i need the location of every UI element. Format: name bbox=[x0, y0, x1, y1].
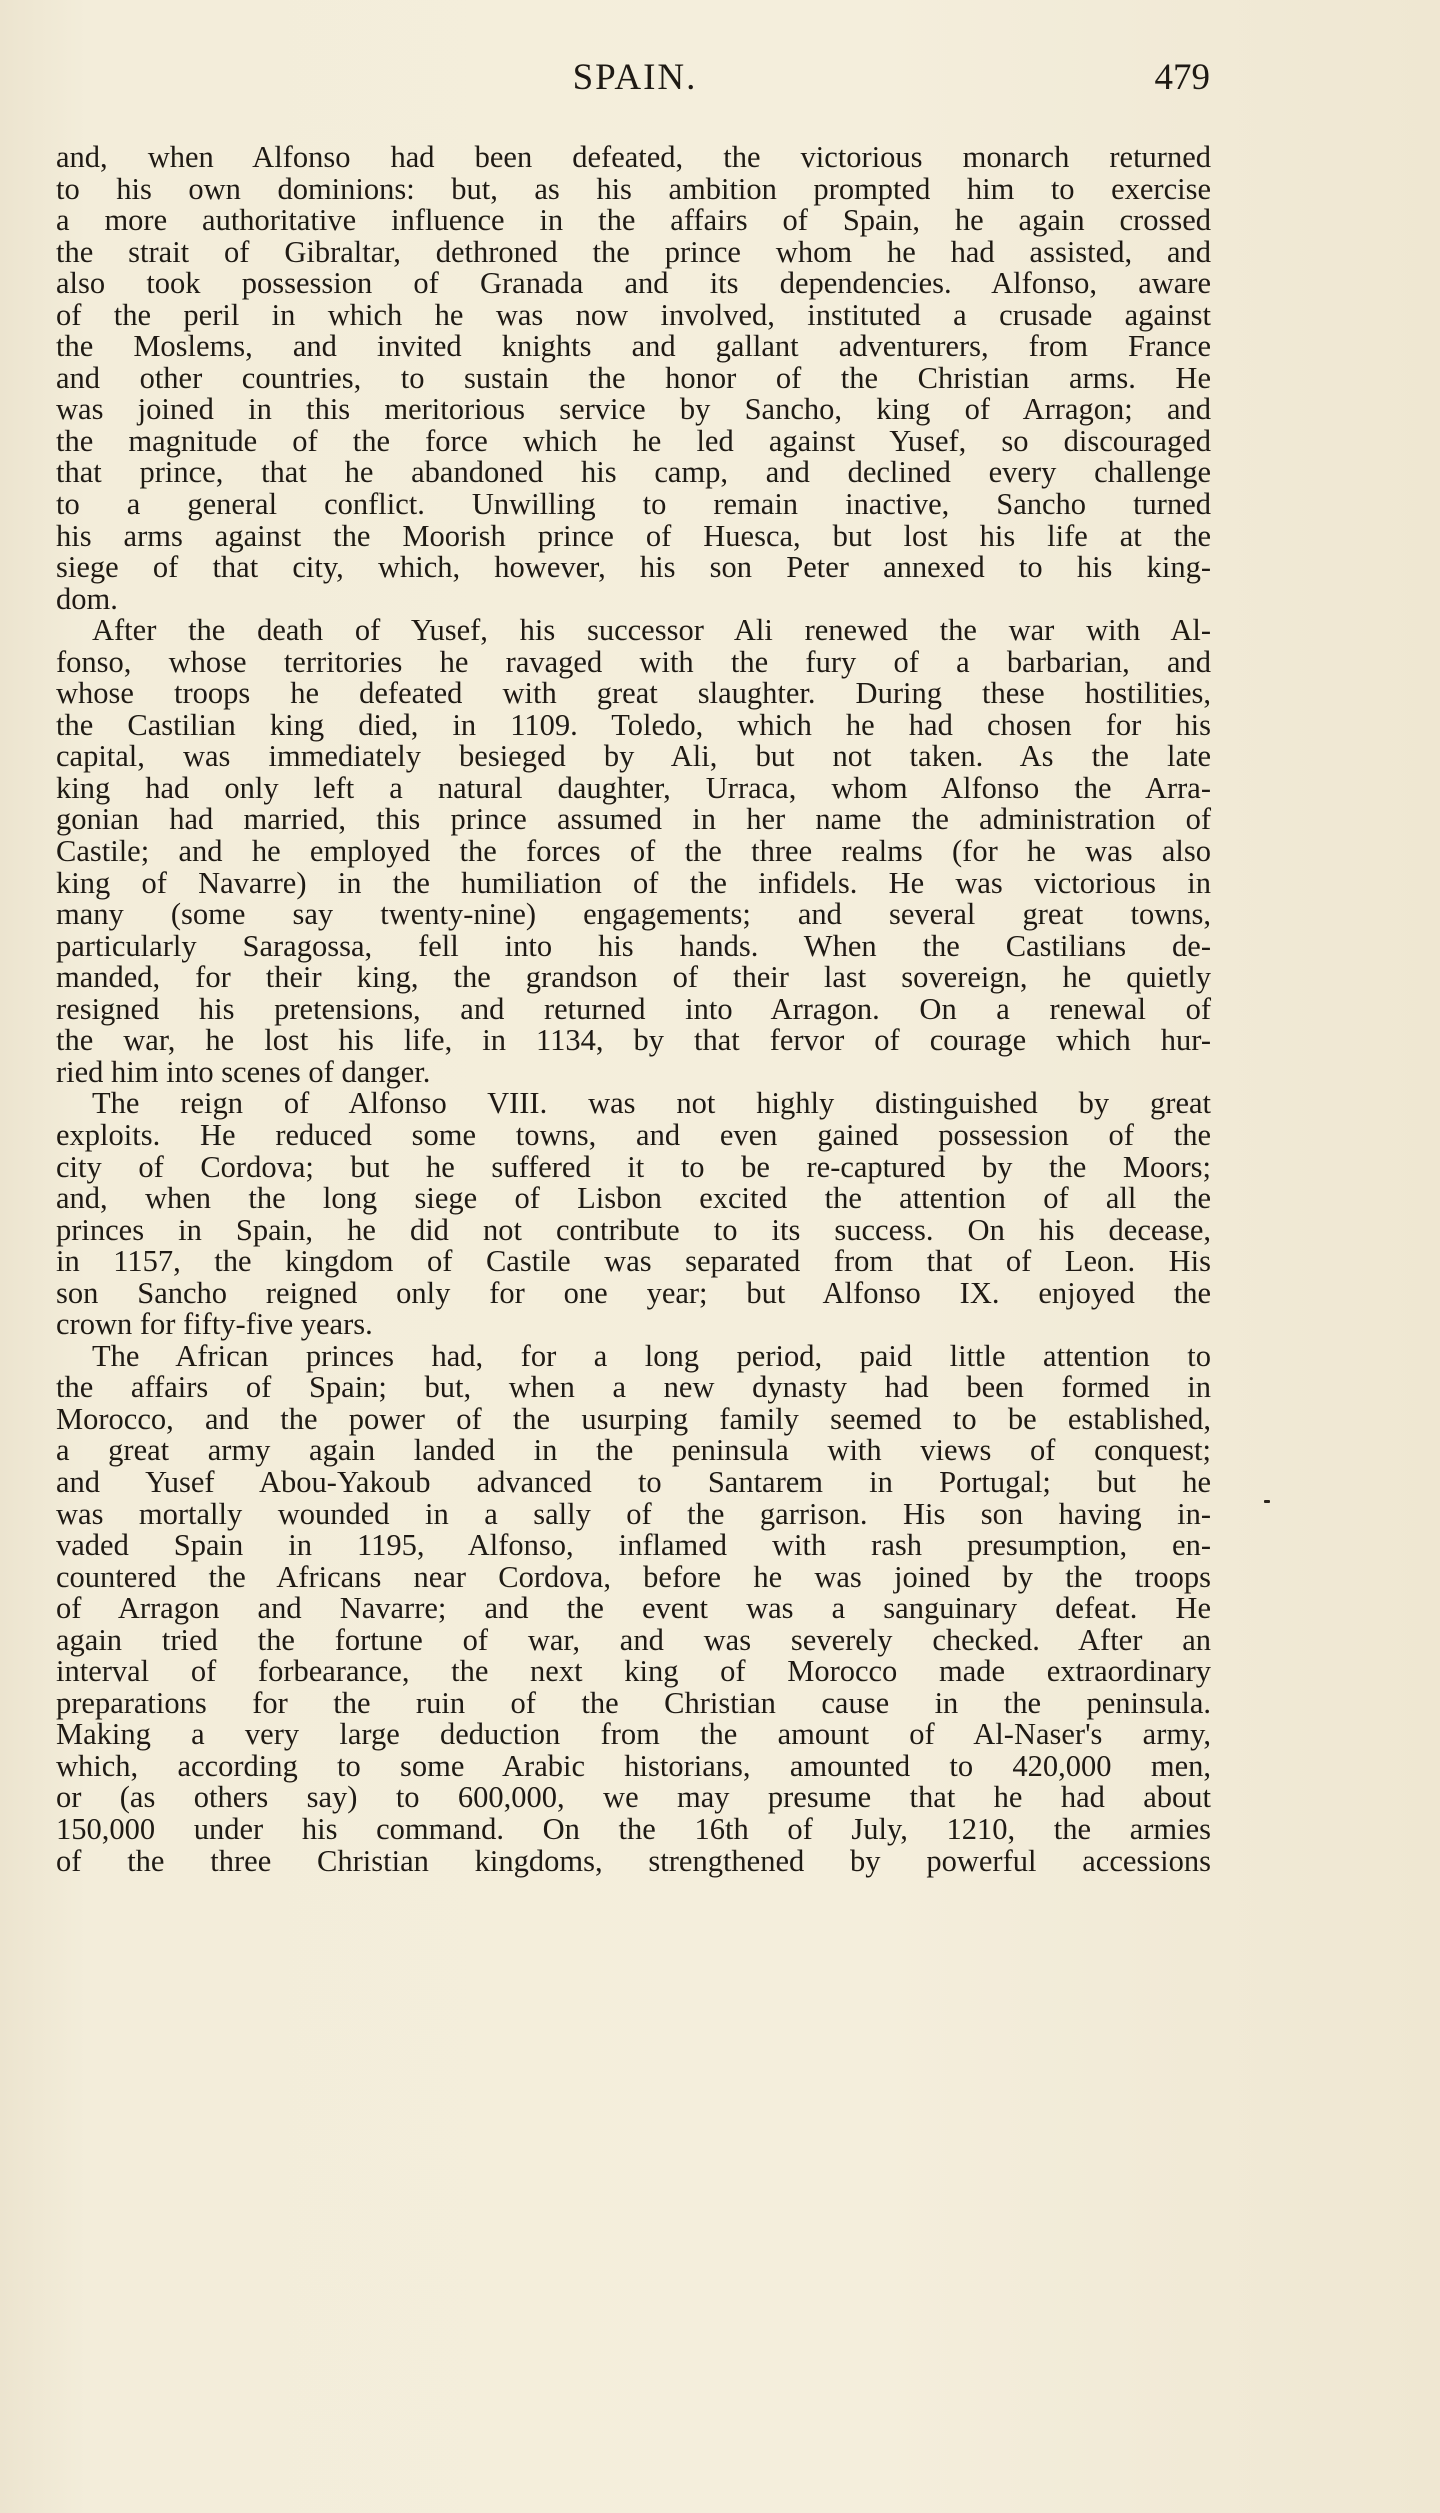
text-line: whose troops he defeated with great slaughter. During these hostilities, bbox=[56, 676, 1211, 711]
text-line: particularly Saragossa, fell into his hands. When the Castilians de- bbox=[56, 928, 1211, 963]
text-line: and Yusef Abou-Yakoub advanced to Santarem in Portugal; but he bbox=[56, 1464, 1211, 1499]
text-line: that prince, that he abandoned his camp, and declined every challenge bbox=[56, 455, 1211, 490]
text-line: preparations for the ruin of the Christian cause in the peninsula. bbox=[56, 1685, 1211, 1720]
text-line: son Sancho reigned only for one year; but Alfonso IX. enjoyed the bbox=[56, 1275, 1211, 1310]
running-title: SPAIN. bbox=[572, 57, 698, 98]
text-line: countered the Africans near Cordova, before he was joined by the troops bbox=[56, 1559, 1211, 1594]
text-line: his arms against the Moorish prince of Huesca, but lost his life at the bbox=[56, 518, 1211, 553]
text-line: interval of forbearance, the next king of Morocco made extraordinary bbox=[56, 1654, 1211, 1689]
text-line: again tried the fortune of war, and was severely checked. After an bbox=[56, 1622, 1211, 1657]
text-line: also took possession of Granada and its dependencies. Alfonso, aware bbox=[56, 266, 1211, 301]
print-speck bbox=[1264, 1500, 1270, 1503]
paragraph-start-line: After the death of Yusef, his successor Ali renewed the war with Al- bbox=[92, 613, 1211, 648]
text-line: or (as others say) to 600,000, we may presume that he had about bbox=[56, 1780, 1211, 1815]
text-line: to his own dominions: but, as his ambition prompted him to exercise bbox=[56, 171, 1211, 206]
text-line: the affairs of Spain; but, when a new dynasty had been formed in bbox=[56, 1370, 1211, 1405]
text-line: a more authoritative influence in the affairs of Spain, he again crossed bbox=[56, 203, 1211, 238]
text-line: to a general conflict. Unwilling to remain inactive, Sancho turned bbox=[56, 487, 1211, 522]
text-line: resigned his pretensions, and returned into Arragon. On a renewal of bbox=[56, 991, 1211, 1026]
text-line: the war, he lost his life, in 1134, by that fervor of courage which hur- bbox=[56, 1023, 1211, 1058]
text-line: 150,000 under his command. On the 16th of July, 1210, the armies bbox=[56, 1811, 1211, 1846]
paragraph-end-line: crown for fifty-five years. bbox=[56, 1307, 373, 1342]
paragraph-end-line: dom. bbox=[56, 581, 118, 616]
paragraph-start-line: The reign of Alfonso VIII. was not highly distinguished by great bbox=[92, 1086, 1211, 1121]
text-line: many (some say twenty-nine) engagements; and several great towns, bbox=[56, 897, 1211, 932]
running-head bbox=[60, 52, 1210, 112]
text-line: the Moslems, and invited knights and gallant adventurers, from France bbox=[56, 329, 1211, 364]
text-line: which, according to some Arabic historians, amounted to 420,000 men, bbox=[56, 1748, 1211, 1783]
text-line: Making a very large deduction from the amount of Al-Naser's army, bbox=[56, 1717, 1211, 1752]
text-line: and other countries, to sustain the honor of the Christian arms. He bbox=[56, 360, 1211, 395]
text-line: Castile; and he employed the forces of the three realms (for he was also bbox=[56, 834, 1211, 869]
text-line: in 1157, the kingdom of Castile was separated from that of Leon. His bbox=[56, 1244, 1211, 1279]
text-line: of the peril in which he was now involved, instituted a crusade against bbox=[56, 297, 1211, 332]
text-line: and, when the long siege of Lisbon excited the attention of all the bbox=[56, 1181, 1211, 1216]
text-line: was mortally wounded in a sally of the garrison. His son having in- bbox=[56, 1496, 1211, 1531]
text-line: the magnitude of the force which he led against Yusef, so discouraged bbox=[56, 423, 1211, 458]
text-line: of the three Christian kingdoms, strengthened by powerful accessions bbox=[56, 1843, 1211, 1878]
text-line: king had only left a natural daughter, Urraca, whom Alfonso the Arra- bbox=[56, 770, 1211, 805]
text-line: and, when Alfonso had been defeated, the victorious monarch returned bbox=[56, 140, 1211, 174]
text-line: gonian had married, this prince assumed in her name the administration of bbox=[56, 802, 1211, 837]
text-line: siege of that city, which, however, his son Peter annexed to his king- bbox=[56, 550, 1211, 585]
text-line: the strait of Gibraltar, dethroned the prince whom he had assisted, and bbox=[56, 234, 1211, 269]
text-line: princes in Spain, he did not contribute to its success. On his decease, bbox=[56, 1212, 1211, 1247]
text-line: manded, for their king, the grandson of their last sovereign, he quietly bbox=[56, 960, 1211, 995]
text-line: vaded Spain in 1195, Alfonso, inflamed with rash presumption, en- bbox=[56, 1528, 1211, 1563]
text-line: fonso, whose territories he ravaged with the fury of a barbarian, and bbox=[56, 644, 1211, 679]
text-line: city of Cordova; but he suffered it to be re-captured by the Moors; bbox=[56, 1149, 1211, 1184]
page-number: 479 bbox=[1154, 57, 1210, 98]
paragraph-start-line: The African princes had, for a long period, paid little attention to bbox=[92, 1338, 1211, 1373]
text-line: capital, was immediately besieged by Ali, but not taken. As the late bbox=[56, 739, 1211, 774]
body-text bbox=[56, 142, 1211, 1877]
text-line: exploits. He reduced some towns, and even gained possession of the bbox=[56, 1117, 1211, 1152]
text-line: a great army again landed in the peninsula with views of conquest; bbox=[56, 1433, 1211, 1468]
text-line: was joined in this meritorious service by Sancho, king of Arragon; and bbox=[56, 392, 1211, 427]
text-line: Morocco, and the power of the usurping family seemed to be established, bbox=[56, 1401, 1211, 1436]
text-line: king of Navarre) in the humiliation of the infidels. He was victorious in bbox=[56, 865, 1211, 900]
paragraph-end-line: ried him into scenes of danger. bbox=[56, 1054, 431, 1089]
text-line: the Castilian king died, in 1109. Toledo, which he had chosen for his bbox=[56, 707, 1211, 742]
text-line: of Arragon and Navarre; and the event was a sanguinary defeat. He bbox=[56, 1591, 1211, 1626]
